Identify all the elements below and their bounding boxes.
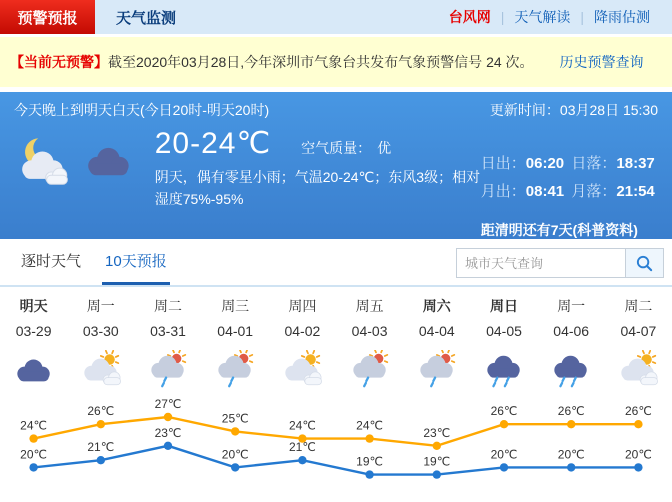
weather-icon-sun-shower: [202, 345, 269, 395]
day-name: 周四: [288, 298, 317, 314]
low-temp-point: [164, 442, 172, 450]
forecast-icons-row: [0, 345, 672, 395]
high-temp-point: [365, 434, 373, 442]
tab-hourly-weather[interactable]: 逐时天气: [21, 253, 82, 270]
air-quality-value: 优: [377, 139, 392, 156]
weather-icon-overcast: [0, 345, 67, 395]
tab-weather-monitor[interactable]: 天气监测: [115, 9, 176, 27]
low-temp-label: 21℃: [288, 440, 316, 455]
low-temp-label: 20℃: [557, 447, 585, 462]
forecast-day-names-row: [0, 291, 672, 319]
nav-separator: |: [580, 9, 584, 25]
high-temp-point: [634, 420, 642, 428]
nav-separator: |: [500, 9, 505, 25]
tab-10day-forecast[interactable]: 10天预报: [102, 239, 170, 285]
low-temp-line: [34, 446, 639, 475]
high-temp-point: [97, 420, 105, 428]
search-button[interactable]: [626, 248, 664, 278]
ten-day-forecast: [0, 287, 672, 495]
temperature-chart: [0, 395, 672, 495]
high-temp-label: 24℃: [20, 418, 48, 433]
weather-icon-sun-shower: [403, 345, 470, 395]
high-temp-point: [164, 413, 172, 421]
high-temp-point: [500, 420, 508, 428]
day-name: 周五: [355, 298, 384, 314]
sun-moon-times: [481, 152, 662, 201]
history-warning-link[interactable]: 历史预警查询: [559, 54, 644, 70]
tab-warning-forecast[interactable]: 预警预报: [0, 0, 95, 34]
warning-summary-text: 截至2020年03月28日,今年深圳市气象台共发布气象预警信号 24 次。: [108, 54, 534, 70]
weather-icon-cloudy: [67, 345, 134, 395]
high-temp-label: 26℃: [490, 404, 518, 419]
top-navbar: [0, 0, 672, 34]
day-date: 04-02: [284, 323, 321, 339]
high-temp-label: 23℃: [423, 425, 451, 440]
day-name: 周日: [489, 298, 518, 314]
air-quality: 空气质量： 优: [301, 139, 392, 156]
low-temp-point: [365, 470, 373, 478]
no-warning-badge: 【当前无预警】: [10, 54, 108, 70]
day-date: 04-04: [418, 323, 455, 339]
warning-bar: [0, 37, 672, 87]
festival-countdown[interactable]: 距清明还有7天(科普资料): [480, 222, 638, 238]
low-temp-label: 20℃: [20, 447, 48, 462]
day-name: 周一: [86, 298, 115, 314]
high-temp-line: [34, 417, 639, 446]
low-temp-point: [29, 463, 37, 471]
high-temp-point: [29, 434, 37, 442]
day-date: 03-31: [150, 323, 186, 339]
high-temp-label: 26℃: [557, 404, 585, 419]
high-temp-label: 25℃: [221, 411, 249, 426]
forecast-tabbar: [0, 239, 672, 287]
high-temp-label: 26℃: [87, 404, 115, 419]
day-name: 明天: [19, 298, 48, 314]
day-name: 周二: [624, 298, 653, 314]
current-forecast-panel: [0, 92, 672, 239]
day-date: 04-03: [351, 323, 388, 339]
day-date: 03-29: [15, 323, 52, 339]
moonset-time: 月落：21:54: [571, 183, 655, 200]
weather-icon-sun-shower: [336, 345, 403, 395]
day-name: 周三: [221, 298, 250, 314]
high-temp-point: [433, 442, 441, 450]
nav-link-weather-explain[interactable]: 天气解读: [514, 9, 571, 25]
high-temp-label: 27℃: [154, 397, 182, 411]
day-date: 04-01: [217, 323, 254, 339]
panel-title: 今天晚上到明天白天(今日20时-明天20时): [14, 102, 270, 118]
overcast-icon: [80, 136, 138, 191]
low-temp-label: 20℃: [624, 447, 652, 462]
low-temp-label: 23℃: [154, 425, 182, 440]
low-temp-label: 19℃: [423, 454, 451, 469]
forecast-dates-row: [0, 319, 672, 345]
high-temp-label: 24℃: [288, 418, 316, 433]
low-temp-label: 20℃: [490, 447, 518, 462]
nav-link-rain-estimate[interactable]: 降雨估测: [594, 9, 650, 25]
weather-description: 阴天，偶有零星小雨；气温20-24℃；东风3级；相对湿度75%-95%: [154, 169, 481, 207]
weather-icon-rain: [470, 345, 537, 395]
day-date: 04-07: [620, 323, 657, 339]
day-name: 周一: [557, 298, 586, 314]
low-temp-point: [500, 463, 508, 471]
temperature-range: 20-24℃: [154, 127, 272, 160]
night-cloudy-icon: [14, 136, 72, 191]
weather-icon-sun-shower: [134, 345, 201, 395]
city-weather-search: [456, 248, 664, 278]
low-temp-point: [433, 470, 441, 478]
high-temp-label: 24℃: [356, 418, 384, 433]
moonrise-time: 月出：08:41: [480, 183, 565, 200]
high-temp-point: [567, 420, 575, 428]
sunset-time: 日落：18:37: [571, 155, 655, 172]
low-temp-point: [567, 463, 575, 471]
weather-icon-cloudy: [605, 345, 672, 395]
low-temp-label: 20℃: [221, 447, 249, 462]
low-temp-point: [97, 456, 105, 464]
low-temp-point: [298, 456, 306, 464]
low-temp-point: [231, 463, 239, 471]
weather-icon-rain: [538, 345, 605, 395]
day-date: 04-05: [486, 323, 522, 339]
weather-icon-cloudy: [269, 345, 336, 395]
low-temp-point: [634, 463, 642, 471]
day-date: 04-06: [553, 323, 590, 339]
day-name: 周六: [422, 298, 451, 314]
low-temp-label: 21℃: [87, 440, 115, 455]
day-name: 周二: [153, 298, 182, 314]
search-input[interactable]: [456, 248, 626, 278]
nav-links: [449, 0, 672, 34]
high-temp-point: [231, 427, 239, 435]
high-temp-label: 26℃: [624, 404, 652, 419]
sunrise-time: 日出：06:20: [480, 155, 565, 172]
magnifier-icon: [635, 254, 654, 273]
update-time: 更新时间：03月28日 15:30: [489, 102, 658, 118]
low-temp-label: 19℃: [356, 454, 384, 469]
nav-link-typhoon[interactable]: 台风网: [448, 9, 491, 25]
panel-weather-icons: [14, 126, 155, 240]
day-date: 03-30: [82, 323, 119, 339]
